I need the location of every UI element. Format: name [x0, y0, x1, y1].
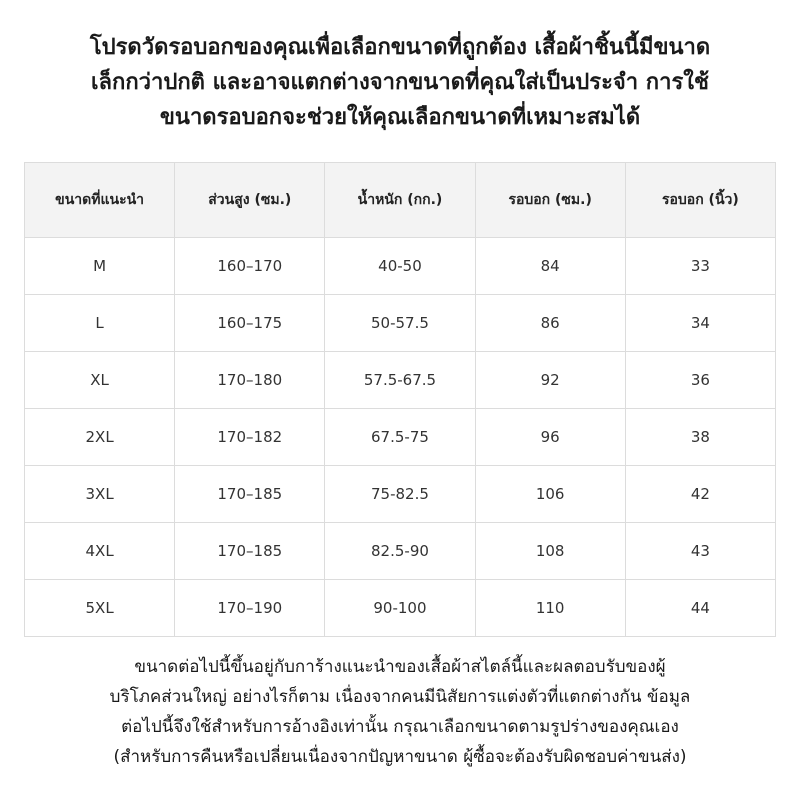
table-header-row — [25, 163, 776, 238]
cell-size: L — [25, 295, 175, 352]
cell-chest-inch: 43 — [625, 523, 775, 580]
cell-chest-inch: 38 — [625, 409, 775, 466]
cell-chest-cm: 92 — [475, 352, 625, 409]
size-table — [24, 162, 776, 637]
cell-chest-cm: 108 — [475, 523, 625, 580]
disclaimer-line: บริโภคส่วนใหญ่ อย่างไรก็ตาม เนื่องจากคนมีนิสัยการแต่งตัวที่แตกต่างกัน ข้อมูล — [109, 687, 691, 707]
cell-chest-inch: 36 — [625, 352, 775, 409]
table-row — [25, 523, 776, 580]
cell-height: 160–175 — [175, 295, 325, 352]
cell-height: 160–170 — [175, 238, 325, 295]
table-row — [25, 580, 776, 637]
disclaimer-line: (สำหรับการคืนหรือเปลี่ยนเนื่องจากปัญหาขนาด ผู้ซื้อจะต้องรับผิดชอบค่าขนส่ง) — [113, 747, 687, 767]
cell-chest-cm: 84 — [475, 238, 625, 295]
cell-weight: 75-82.5 — [325, 466, 475, 523]
cell-chest-inch: 33 — [625, 238, 775, 295]
cell-size: 5XL — [25, 580, 175, 637]
table-row — [25, 295, 776, 352]
cell-size: M — [25, 238, 175, 295]
cell-weight: 57.5-67.5 — [325, 352, 475, 409]
table-row — [25, 238, 776, 295]
table-row — [25, 352, 776, 409]
instruction-line: ขนาดรอบอกจะช่วยให้คุณเลือกขนาดที่เหมาะสมได้ — [159, 105, 641, 130]
disclaimer-line: ต่อไปนี้จึงใช้สำหรับการอ้างอิงเท่านั้น กรุณาเลือกขนาดตามรูปร่างของคุณเอง — [121, 717, 679, 737]
disclaimer-line: ขนาดต่อไปนี้ขึ้นอยู่กับการ้างแนะนำของเสื้อผ้าสไตล์นี้และผลตอบรับของผู้ — [134, 657, 666, 677]
cell-height: 170–182 — [175, 409, 325, 466]
cell-height: 170–185 — [175, 523, 325, 580]
column-header-weight: น้ำหนัก (กก.) — [325, 163, 475, 238]
cell-chest-inch: 44 — [625, 580, 775, 637]
cell-chest-cm: 110 — [475, 580, 625, 637]
cell-chest-inch: 42 — [625, 466, 775, 523]
cell-height: 170–185 — [175, 466, 325, 523]
cell-weight: 50-57.5 — [325, 295, 475, 352]
cell-size: 3XL — [25, 466, 175, 523]
cell-weight: 82.5-90 — [325, 523, 475, 580]
table-row — [25, 466, 776, 523]
column-header-height: ส่วนสูง (ซม.) — [175, 163, 325, 238]
table-row — [25, 409, 776, 466]
cell-weight: 40-50 — [325, 238, 475, 295]
cell-height: 170–180 — [175, 352, 325, 409]
cell-chest-cm: 106 — [475, 466, 625, 523]
size-disclaimer — [20, 652, 780, 772]
cell-weight: 67.5-75 — [325, 409, 475, 466]
column-header-chest-inch: รอบอก (นิ้ว) — [625, 163, 775, 238]
cell-size: 4XL — [25, 523, 175, 580]
cell-chest-cm: 96 — [475, 409, 625, 466]
cell-chest-cm: 86 — [475, 295, 625, 352]
size-guide-instructions — [20, 30, 780, 135]
size-chart — [24, 162, 776, 637]
cell-height: 170–190 — [175, 580, 325, 637]
instruction-line: เล็กกว่าปกติ และอาจแตกต่างจากขนาดที่คุณใส่เป็นประจำ การใช้ — [91, 70, 709, 95]
column-header-chest-cm: รอบอก (ซม.) — [475, 163, 625, 238]
cell-weight: 90-100 — [325, 580, 475, 637]
cell-size: 2XL — [25, 409, 175, 466]
cell-size: XL — [25, 352, 175, 409]
cell-chest-inch: 34 — [625, 295, 775, 352]
instruction-line: โปรดวัดรอบอกของคุณเพื่อเลือกขนาดที่ถูกต้อง เสื้อผ้าชิ้นนี้มีขนาด — [89, 35, 711, 60]
column-header-size: ขนาดที่แนะนำ — [25, 163, 175, 238]
